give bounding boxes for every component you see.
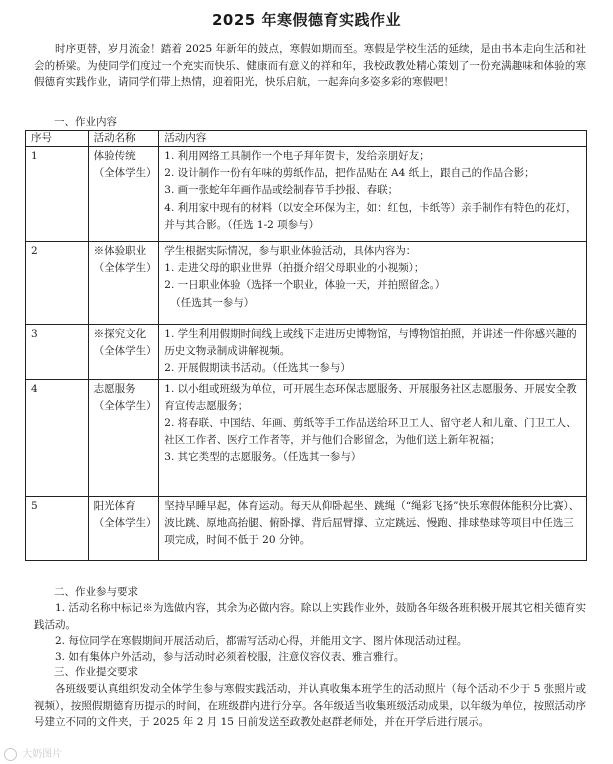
- section-heading-content: 一、作业内容: [54, 116, 117, 128]
- watermark-logo-icon: [4, 748, 17, 761]
- watermark-text: 大奶图片: [22, 749, 63, 760]
- content-line: 1. 学生利用假期时间线上或线下走进历史博物馆，与博物馆拍照，并讲述一件你感兴趣的历史文物录制成讲解视频。: [164, 328, 577, 358]
- requirement-item: 3. 如有集体户外活动，参与活动时必须着校服，注意仪容仪表、雅言雅行。: [55, 651, 405, 663]
- table-row: [26, 147, 587, 242]
- row-activity-name: ※体验职业（全体学生）: [88, 242, 159, 325]
- header-number: 序号: [26, 131, 89, 147]
- page-title: 2025 年寒假德育实践作业: [212, 11, 401, 29]
- row-activity-content: [159, 242, 587, 325]
- table-row: [26, 325, 587, 380]
- row-activity-content: [159, 325, 587, 380]
- row-activity-name: 阳光体育（全体学生）: [88, 496, 159, 560]
- row-number: 1: [26, 147, 89, 242]
- content-line: 2. 设计制作一份有年味的剪纸作品，把作品贴在 A4 纸上，跟自己的作品合影；: [164, 167, 535, 180]
- content-line: 学生根据实际情况，参与职业体验活动，具体内容为：: [164, 245, 417, 257]
- content-line: 3. 其它类型的志愿服务。（任选其一参与）: [164, 451, 362, 464]
- table-header-row: [26, 131, 587, 147]
- section-heading-requirements: 二、作业参与要求: [54, 586, 138, 598]
- row-activity-content: [159, 379, 587, 496]
- requirement-item: 2. 每位同学在寒假期间开展活动后，都需写活动心得，并能用文字、图片体现活动过程。: [55, 635, 468, 647]
- content-line: 2. 将春联、中国结、年画、剪纸等手工作品送给环卫工人、留守老人和儿童、门卫工人、社区工作者、医疗工作者等，并与他们合影留念，为他们送上新年祝福；: [164, 417, 577, 447]
- content-line: 坚持早睡早起，体育运动。每天从仰卧起坐、跳绳（“绳彩飞扬”快乐寒假体能积分比赛）、波比跳、原地高抬腿、俯卧撑、背后屈臂撑、立定跳远、慢跑、排球垫球等项目中任选三项完成，时间不低于 20 分钟。: [164, 499, 580, 547]
- content-line: 1. 利用网络工具制作一个电子拜年贺卡，发给亲朋好友；: [164, 150, 430, 162]
- content-line: 1. 以小组或班级为单位，可开展生态环保志愿服务、开展服务社区志愿服务、开展安全教育宣传志愿服务；: [164, 382, 577, 412]
- header-activity-name: 活动名称: [88, 131, 159, 147]
- table-row: [26, 242, 587, 325]
- intro-paragraph: 时序更替，岁月流金！踏着 2025 年新年的鼓点，寒假如期而至。寒假是学校生活的延续，是由书本走向生活和社会的桥梁。为使同学们度过一个充实而快乐、健康而有意义的祥和年，我校政教处精心策划了一份充满趣味和体验的寒假德育实践作业，请同学们带上热情，迎着阳光，快乐启航，一起奔向多姿多彩的寒假吧！: [34, 43, 586, 88]
- content-line: 2. 开展假期读书活动。（任选其一参与）: [164, 362, 351, 375]
- content-line: 4. 利用家中现有的材料（以安全环保为主，如：红包，卡纸等）亲手制作有特色的花灯，并与其合影。（任选 1-2 项参与）: [164, 201, 577, 231]
- row-activity-content: [159, 496, 587, 560]
- content-line: （任选其一参与）: [170, 296, 255, 309]
- table-row: [26, 496, 587, 560]
- row-activity-content: [159, 147, 587, 242]
- watermark: [4, 745, 62, 761]
- header-activity-content: 活动内容: [159, 131, 587, 147]
- row-activity-name: 志愿服务（全体学生）: [88, 379, 159, 496]
- submission-paragraph: 各班级要认真组织发动全体学生参与寒假实践活动，并认真收集本班学生的活动照片（每个活动不少于 5 张照片或视频），按照假期德育历提示的时间，在班级群内进行分享。各年级适当收集班级活动成果，以年级为单位，按照活动序号建立不同的文件夹，于 2025 年 2 月 15 日前发送至政教处赵群老师处，并在开学后进行展示。: [34, 683, 586, 728]
- content-line: 2. 一日职业体验（选择一个职业，体验一天，并拍照留念。）: [164, 279, 446, 292]
- requirement-item: 1. 活动名称中标记※为选做内容，其余为必做内容。除以上实践作业外，鼓励各年级各班积极开展其它相关德育实践活动。: [34, 602, 586, 631]
- row-activity-name: 体验传统（全体学生）: [88, 147, 159, 242]
- content-line: 3. 画一张蛇年年画作品或绘制春节手抄报、春联；: [164, 184, 399, 197]
- row-number: 5: [26, 496, 89, 560]
- activity-table: [25, 130, 587, 561]
- row-number: 3: [26, 325, 89, 380]
- content-line: 1. 走进父母的职业世界（拍摄介绍父母职业的小视频）；: [164, 262, 425, 275]
- section-heading-submission: 三、作业提交要求: [54, 666, 138, 678]
- table-row: [26, 379, 587, 496]
- row-number: 2: [26, 242, 89, 325]
- row-number: 4: [26, 379, 89, 496]
- row-activity-name: ※探究文化（全体学生）: [88, 325, 159, 380]
